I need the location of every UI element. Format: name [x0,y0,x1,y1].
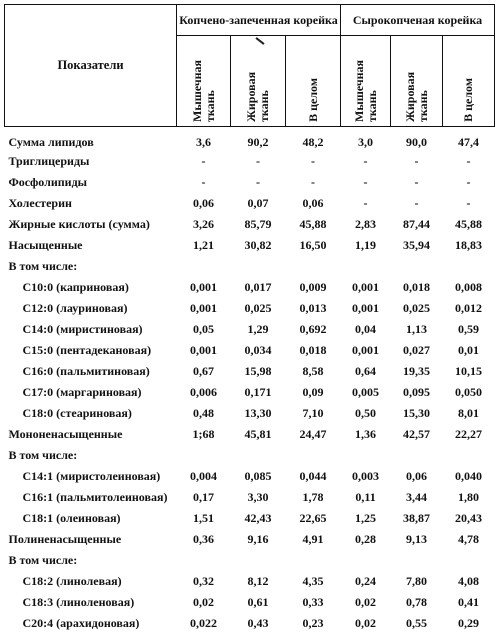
cell-value [391,549,443,570]
cell-value: 0,022 [190,615,217,630]
cell-value: 24,47 [299,426,327,441]
cell-value [231,444,286,465]
cell-value: 0,78 [406,594,428,609]
row-label: Сумма липидов [8,134,94,149]
cell-value: 0,013 [299,300,327,315]
cell-value: 0,001 [352,342,380,357]
table-row [5,276,495,297]
cell-value: 0,017 [244,279,272,294]
cell-value: - [363,174,368,189]
cell-value [231,255,286,276]
table-row [5,234,495,255]
cell-value: 0,67 [193,363,214,378]
cell-value: 4,78 [458,531,480,546]
cell-value: 0,018 [403,279,431,294]
cell-value: 10,15 [455,363,483,378]
group-header-smoked-baked: Копчено-запеченная корейка [177,5,341,36]
cell-value: 0,48 [193,405,214,420]
cell-value: 0,692 [299,321,327,336]
table-row [5,591,495,612]
table-row [5,213,495,234]
cell-value [177,255,231,276]
row-label: C18:3 (линоленовая) [22,594,135,609]
cell-value: 0,044 [299,468,327,483]
table-row [5,402,495,423]
table-body [5,127,495,634]
row-label: C15:0 (пентадекановая) [22,342,152,357]
cell-value: 0,01 [458,342,480,357]
row-label: Фосфолипиды [8,174,88,189]
cell-value [341,444,391,465]
cell-value: 0,32 [193,573,214,588]
cell-value: 0,29 [458,615,480,630]
cell-value: 4,35 [302,573,324,588]
cell-value: 3,26 [193,216,214,231]
cell-value [231,549,286,570]
cell-value [177,444,231,465]
row-label: C12:0 (лауриновая) [22,300,128,315]
cell-value: 0,004 [190,468,217,483]
indicator-header: Показатели [5,5,177,127]
cell-value: - [256,153,260,168]
cell-value: 45,81 [244,426,272,441]
cell-value: 0,24 [355,573,377,588]
cell-value: - [414,195,419,210]
table-row [5,381,495,402]
cell-value: 90,0 [406,134,428,149]
row-label: Холестерин [8,195,72,210]
cell-value: 19,35 [403,363,431,378]
row-label: C18:1 (олеиновая) [22,510,121,525]
cell-value: 87,44 [403,216,431,231]
cell-value: 90,2 [247,134,269,149]
table-row [5,360,495,381]
row-label: C14:0 (миристиновая) [22,321,143,336]
cell-value: 8,01 [458,405,480,420]
cell-value: 0,17 [193,489,214,504]
cell-value: - [466,174,471,189]
cell-value: - [414,153,419,168]
cell-value [341,549,391,570]
table-row [5,192,495,213]
cell-value: - [466,195,471,210]
cell-value [341,255,391,276]
table-row [5,507,495,528]
cell-value: 0,02 [193,594,214,609]
cell-value: 0,06 [193,195,214,210]
column-header: Мышечная ткань [341,36,391,127]
cell-value: 22,27 [455,426,483,441]
cell-value: 0,171 [244,384,272,399]
lipid-composition-table [4,4,495,633]
row-label: C14:1 (миристолеиновая) [22,468,161,483]
cell-value: 8,58 [302,363,324,378]
cell-value: 1,36 [355,426,377,441]
table-row [5,444,495,465]
cell-value: 30,82 [244,237,272,252]
column-header: Жировая ткань [231,36,286,127]
cell-value: 42,57 [403,426,431,441]
table-row [5,486,495,507]
cell-value: 20,43 [455,510,483,525]
cell-value: 0,02 [355,594,377,609]
cell-value: 0,012 [455,300,483,315]
cell-value: 0,006 [190,384,217,399]
table-row [5,549,495,570]
cell-value: 1,19 [355,237,377,252]
cell-value: 38,87 [403,510,431,525]
cell-value: 0,55 [406,615,428,630]
cell-value: - [256,174,260,189]
cell-value: 7,10 [302,405,324,420]
cell-value [286,444,341,465]
table-row [5,465,495,486]
row-label: Насыщенные [8,237,83,252]
cell-value: 0,43 [247,615,269,630]
cell-value: 0,06 [302,195,324,210]
column-header: В целом [443,36,495,127]
cell-value: 18,83 [455,237,483,252]
cell-value: 0,001 [190,342,217,357]
cell-value: 85,79 [244,216,272,231]
row-label: Мононенасыщенные [8,426,123,441]
table-row [5,127,495,151]
cell-value: 3,30 [247,489,269,504]
cell-value: 1,25 [355,510,377,525]
cell-value: 0,001 [352,300,380,315]
cell-value: 0,040 [455,468,483,483]
cell-value: 0,04 [355,321,377,336]
cell-value: 0,09 [302,384,324,399]
cell-value: 0,02 [355,615,377,630]
cell-value: 1,13 [406,321,428,336]
row-label: Жирные кислоты (сумма) [8,216,150,231]
table-row [5,318,495,339]
cell-value: 1;68 [192,426,215,441]
cell-value: 7,80 [406,573,428,588]
cell-value: 1,29 [247,321,269,336]
row-label: C17:0 (маргариновая) [22,384,142,399]
cell-value: - [466,153,471,168]
table-row [5,423,495,444]
cell-value [391,444,443,465]
cell-value: 1,21 [193,237,214,252]
row-label: C18:2 (линолевая) [22,573,122,588]
cell-value: 0,41 [458,594,480,609]
cell-value: 13,30 [244,405,272,420]
cell-value: 45,88 [455,216,483,231]
cell-value [177,549,231,570]
table-row [5,171,495,192]
cell-value: - [363,195,368,210]
cell-value: 48,2 [302,134,324,149]
row-label: C18:0 (стеариновая) [22,405,132,420]
cell-value: 2,83 [355,216,377,231]
cell-value: 0,23 [302,615,324,630]
cell-value [443,549,495,570]
cell-value [391,255,443,276]
cell-value: - [311,153,316,168]
cell-value: 0,28 [355,531,377,546]
cell-value: 3,0 [358,134,374,149]
cell-value [286,549,341,570]
cell-value: 0,009 [299,279,327,294]
row-label: В том числе: [8,447,78,462]
cell-value: 0,64 [355,363,377,378]
row-label: В том числе: [8,258,78,273]
table-row [5,255,495,276]
cell-value: - [201,153,206,168]
cell-value: 0,06 [406,468,428,483]
table-row [5,570,495,591]
cell-value: 9,16 [247,531,269,546]
column-header: Мышечная ткань [177,36,231,127]
cell-value: - [414,174,419,189]
row-label: C20:4 (арахидоновая) [22,615,140,630]
table-row [5,612,495,633]
table-row [5,150,495,171]
cell-value: 0,003 [352,468,380,483]
cell-value: 0,61 [247,594,269,609]
cell-value: 0,33 [302,594,324,609]
cell-value: 0,005 [352,384,380,399]
cell-value: 9,13 [406,531,428,546]
row-label: Полиненасыщенные [8,531,122,546]
cell-value: 0,050 [455,384,483,399]
cell-value: 3,44 [406,489,428,504]
cell-value: 0,095 [403,384,431,399]
cell-value: - [311,174,316,189]
cell-value: 0,085 [244,468,272,483]
cell-value: 15,30 [403,405,431,420]
cell-value: 0,027 [403,342,431,357]
cell-value: 0,018 [299,342,327,357]
cell-value: 0,36 [193,531,214,546]
cell-value: 0,07 [247,195,269,210]
cell-value: 8,12 [247,573,269,588]
cell-value: 3,6 [196,134,211,149]
cell-value: 0,025 [403,300,431,315]
cell-value: 0,50 [355,405,377,420]
row-label: C16:0 (пальмитиновая) [22,363,150,378]
column-header: В целом [286,36,341,127]
cell-value: 15,98 [244,363,272,378]
row-label: В том числе: [8,552,78,567]
cell-value [443,255,495,276]
row-label: Триглицериды [8,153,90,168]
row-label: C16:1 (пальмитолеиновая) [22,489,168,504]
cell-value: 0,025 [244,300,272,315]
column-header: Жировая ткань [391,36,443,127]
cell-value: 0,034 [244,342,272,357]
cell-value: 4,08 [458,573,480,588]
table-row [5,297,495,318]
cell-value: 0,59 [458,321,480,336]
cell-value: 1,51 [193,510,214,525]
cell-value [286,255,341,276]
cell-value: 16,50 [299,237,327,252]
cell-value: 1,80 [458,489,480,504]
cell-value: 0,001 [190,279,217,294]
table-row [5,339,495,360]
cell-value: 0,11 [355,489,376,504]
cell-value: 47,4 [458,134,480,149]
table-row [5,528,495,549]
cell-value: 42,43 [244,510,272,525]
cell-value: 0,008 [455,279,483,294]
cell-value: 1,78 [302,489,324,504]
row-label: C10:0 (каприновая) [22,279,129,294]
cell-value: 22,65 [299,510,327,525]
cell-value: - [201,174,206,189]
group-header-raw-smoked: Сырокопченая корейка [341,5,495,36]
cell-value [443,444,495,465]
cell-value: 0,001 [352,279,380,294]
cell-value: 35,94 [403,237,431,252]
cell-value: 4,91 [302,531,324,546]
cell-value: 0,05 [193,321,214,336]
cell-value: 45,88 [299,216,327,231]
cell-value: 0,001 [190,300,217,315]
cell-value: - [363,153,368,168]
